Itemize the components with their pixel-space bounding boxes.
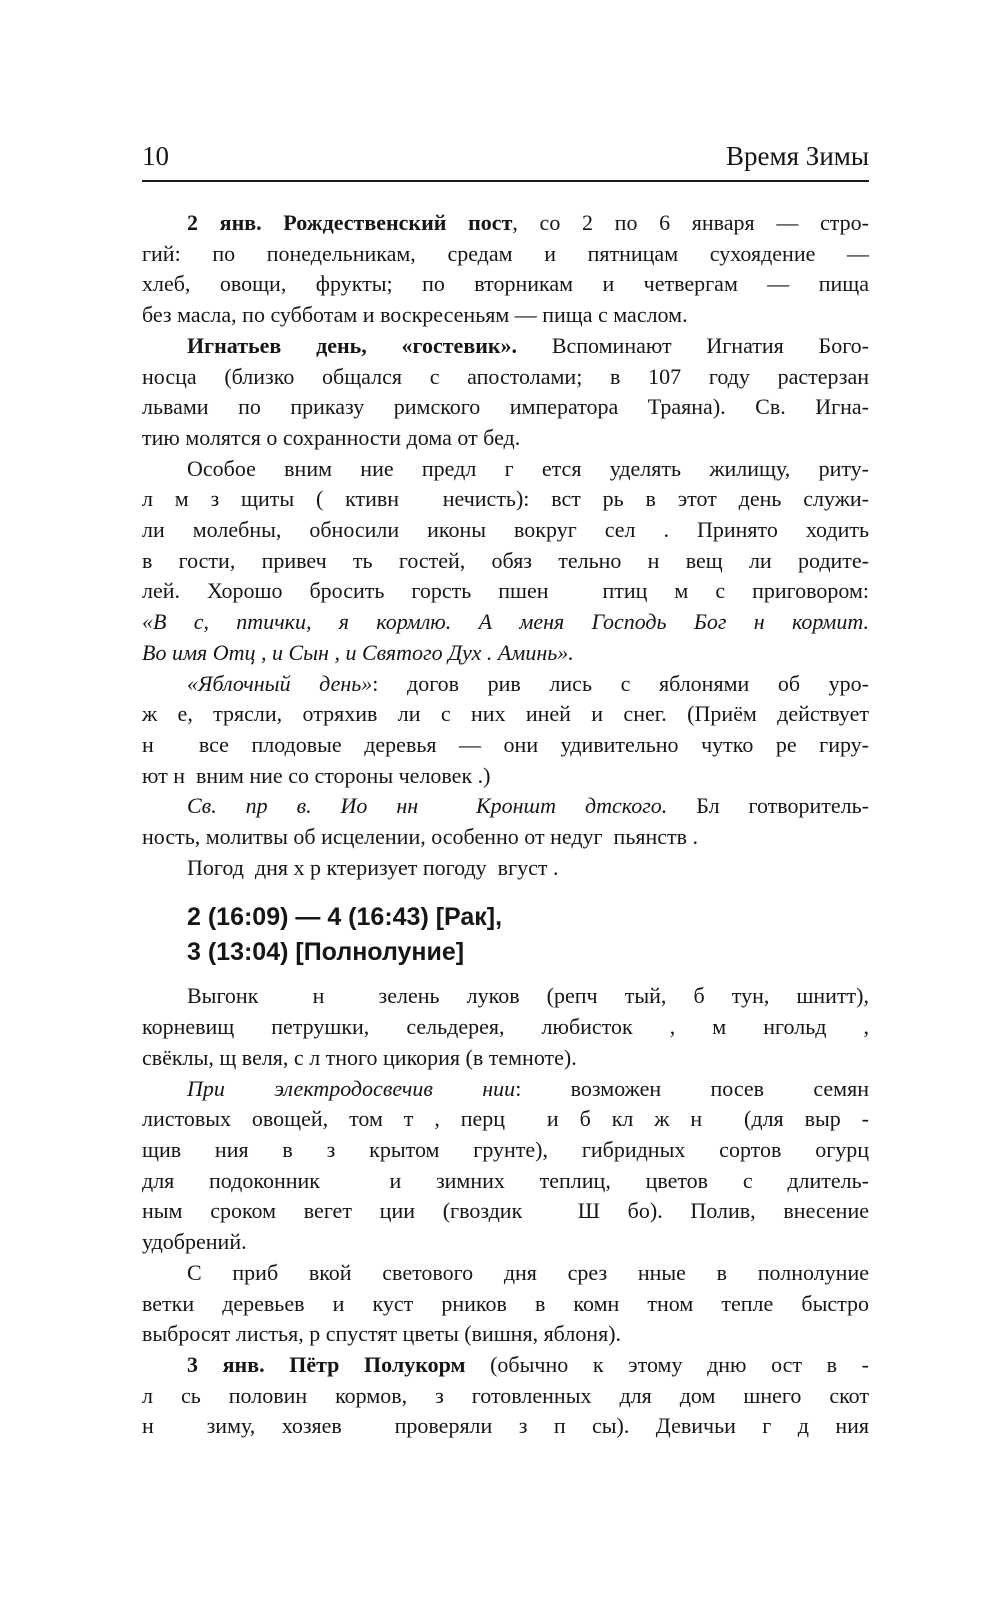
text-line bbox=[142, 1166, 869, 1197]
text-line bbox=[142, 1319, 869, 1350]
paragraph bbox=[142, 1350, 869, 1442]
text-run: н все плодовые деревья — они удивительно чутко ре гиру- bbox=[142, 731, 869, 757]
moon-calendar-heading bbox=[142, 900, 869, 970]
italic-text: При электродосвечив нии bbox=[187, 1075, 516, 1101]
text-run: ным сроком вегет ции (гвоздик Ш бо). Полив, внесение bbox=[142, 1198, 869, 1224]
paragraph bbox=[142, 208, 869, 331]
text-line bbox=[142, 300, 869, 331]
text-line bbox=[142, 1043, 869, 1074]
text-run: С приб вкой светового дня срез нные в полнолуние bbox=[187, 1259, 869, 1285]
text-run: : возможен посев семян bbox=[515, 1075, 870, 1101]
text-line bbox=[142, 269, 869, 300]
paragraph bbox=[142, 791, 869, 852]
text-line bbox=[142, 607, 869, 638]
text-line bbox=[142, 853, 869, 884]
bold-text: 2 янв. Рождественский пост bbox=[187, 210, 513, 235]
text-run: в гости, привеч ть гостей, обяз тельно н вещ ли родите- bbox=[142, 547, 869, 573]
text-run: (обычно к этому дню ост в - bbox=[465, 1351, 869, 1377]
text-run: удобрений. bbox=[142, 1229, 247, 1255]
text-line bbox=[142, 981, 869, 1012]
italic-text: «В с, птички, я кормлю. А меня Господь Бог н кормит. bbox=[142, 609, 869, 635]
text-line bbox=[142, 822, 869, 853]
text-run: выбросят листья, р спустят цветы (вишня, яблоня). bbox=[142, 1321, 622, 1347]
paragraph bbox=[142, 331, 869, 454]
text-line bbox=[142, 1350, 869, 1381]
text-run: носца (близко общался с апостолами; в 107 году растерзан bbox=[142, 363, 869, 389]
text-line bbox=[142, 1381, 869, 1412]
text-run: лей. Хорошо бросить горсть пшен птиц м с приговором: bbox=[142, 578, 869, 604]
text-run: : догов рив лись с яблонями об уро- bbox=[372, 670, 870, 696]
text-line bbox=[142, 1411, 869, 1442]
paragraph bbox=[142, 1074, 869, 1258]
page-header bbox=[142, 141, 869, 171]
text-line bbox=[142, 1104, 869, 1135]
text-line bbox=[142, 1289, 869, 1320]
text-line bbox=[142, 484, 869, 515]
text-run: без масла, по субботам и воскресеньям — пища с маслом. bbox=[142, 302, 688, 328]
text-run: ж е, трясли, отряхив ли с них иней и снег. (Приём действует bbox=[142, 701, 869, 727]
text-line bbox=[142, 454, 869, 485]
text-line bbox=[142, 362, 869, 393]
text-run: корневищ петрушки, сельдерея, любисток , м нгольд , bbox=[142, 1014, 869, 1040]
text-run: хлеб, овощи, фрукты; по вторникам и четвергам — пища bbox=[142, 271, 869, 297]
text-run: для подоконник и зимних теплиц, цветов с длитель- bbox=[142, 1167, 869, 1193]
running-title: Время Зимы bbox=[726, 141, 869, 171]
bold-text: Игнатьев день, «гостевик». bbox=[187, 332, 518, 358]
text-line bbox=[142, 1258, 869, 1289]
bold-text: 3 янв. Пётр Полукорм bbox=[187, 1351, 466, 1377]
text-run: Вспоминают Игнатия Бого- bbox=[517, 332, 869, 358]
paragraph bbox=[142, 981, 869, 1073]
text-run: Бл готворитель- bbox=[667, 793, 869, 819]
text-line bbox=[142, 515, 869, 546]
text-line bbox=[142, 546, 869, 577]
text-run: ют н вним ние со стороны человек .) bbox=[142, 762, 491, 788]
text-run: , со 2 по 6 января — стро- bbox=[512, 210, 869, 235]
text-run: Особое вним ние предл г ется уделять жилищу, риту- bbox=[187, 455, 869, 481]
heading-line: 3 (13:04) [Полнолуние] bbox=[187, 938, 465, 967]
text-line bbox=[142, 239, 869, 270]
italic-text: Св. пр в. Ио нн Кроншт дтского. bbox=[187, 793, 668, 819]
header-rule bbox=[142, 180, 869, 182]
text-line bbox=[142, 331, 869, 362]
text-line bbox=[142, 423, 869, 454]
text-line bbox=[142, 1135, 869, 1166]
text-line bbox=[142, 791, 869, 822]
text-run: Погод дня х р ктеризует погоду вгуст . bbox=[187, 854, 559, 880]
text-run: Выгонк н зелень луков (репч тый, б тун, шнитт), bbox=[187, 983, 869, 1009]
text-run: ность, молитвы об исцелении, особенно от недуг пьянств . bbox=[142, 824, 699, 850]
italic-text: Во имя Отц , и Сын , и Святого Дух . Аминь». bbox=[142, 639, 574, 665]
text-line bbox=[142, 669, 869, 700]
text-run: н зиму, хозяев проверяли з п сы). Девичьи г д ния bbox=[142, 1413, 869, 1439]
text-run: л сь половин кормов, з готовленных для дом шнего скот bbox=[142, 1382, 869, 1408]
text-line bbox=[142, 576, 869, 607]
text-line bbox=[142, 392, 869, 423]
text-run: листовых овощей, том т , перц и б кл ж н (для выр - bbox=[142, 1106, 869, 1132]
text-run: гий: по понедельникам, средам и пятницам сухоядение — bbox=[142, 240, 869, 266]
text-line bbox=[142, 699, 869, 730]
text-column bbox=[142, 141, 869, 1442]
text-run: львами по приказу римского императора Траяна). Св. Игна- bbox=[142, 394, 869, 420]
page-number: 10 bbox=[142, 141, 169, 171]
text-run: щив ния в з крытом грунте), гибридных сортов огурц bbox=[142, 1136, 869, 1162]
text-line bbox=[142, 208, 869, 239]
paragraph bbox=[142, 669, 869, 792]
text-line bbox=[142, 1196, 869, 1227]
text-line bbox=[142, 1227, 869, 1258]
page-body bbox=[142, 208, 869, 1442]
italic-text: «Яблочный день» bbox=[187, 670, 373, 696]
paragraph bbox=[142, 454, 869, 669]
text-run: свёклы, щ веля, с л тного цикория (в темноте). bbox=[142, 1044, 577, 1070]
heading-line: 2 (16:09) — 4 (16:43) [Рак], bbox=[187, 903, 503, 932]
paragraph bbox=[142, 1258, 869, 1350]
text-run: тию молятся о сохранности дома от бед. bbox=[142, 424, 521, 450]
text-line bbox=[142, 1012, 869, 1043]
text-run: л м з щиты ( ктивн нечисть): вст рь в этот день служи- bbox=[142, 486, 869, 512]
text-line bbox=[142, 1074, 869, 1105]
text-line bbox=[142, 638, 869, 669]
text-run: ли молебны, обносили иконы вокруг сел . Принято ходить bbox=[142, 517, 869, 543]
text-line bbox=[142, 761, 869, 792]
paragraph bbox=[142, 853, 869, 884]
text-line bbox=[142, 730, 869, 761]
text-run: ветки деревьев и куст рников в комн тном тепле быстро bbox=[142, 1290, 869, 1316]
